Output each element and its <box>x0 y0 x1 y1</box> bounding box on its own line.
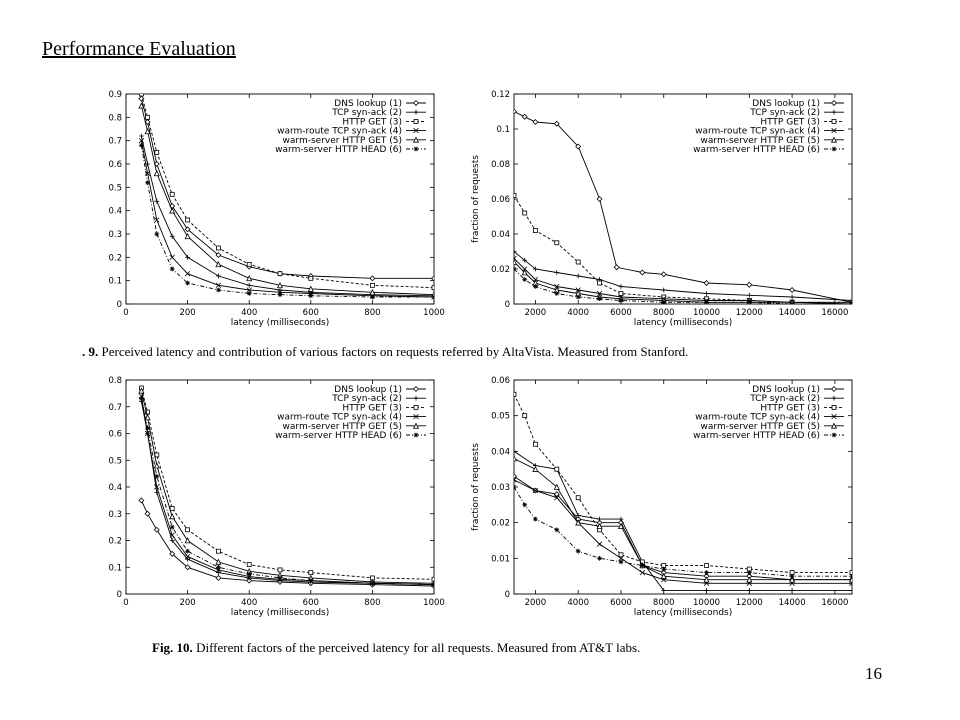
x-tick-label: 4000 <box>567 308 589 318</box>
data-point <box>790 588 795 593</box>
figure-9-text: Perceived latency and contribution of various factors on requests referred by AltaVista. Measured from Stanford. <box>101 344 689 359</box>
legend-marker <box>414 387 419 392</box>
data-point <box>145 511 150 516</box>
legend-marker <box>832 147 837 152</box>
series-line <box>514 269 852 304</box>
legend-marker <box>832 101 837 106</box>
figure-9-caption <box>82 344 688 360</box>
data-point <box>661 300 666 305</box>
data-point <box>146 115 150 119</box>
data-point <box>139 396 144 401</box>
y-tick-label: 0.06 <box>491 195 510 205</box>
x-tick-label: 12000 <box>735 308 763 318</box>
x-tick-label: 1000 <box>423 598 445 608</box>
legend-label: TCP syn-ack (2) <box>332 394 402 405</box>
data-point <box>512 485 517 490</box>
legend-label: warm-server HTTP GET (5) <box>282 135 402 146</box>
data-point <box>309 571 313 575</box>
data-point <box>216 288 221 293</box>
y-tick-label: 0.04 <box>491 230 510 240</box>
data-point <box>185 234 190 239</box>
data-point <box>247 291 252 296</box>
series-line <box>514 259 852 303</box>
x-tick-label: 6000 <box>610 598 632 608</box>
series-6 <box>512 267 855 307</box>
legend-entry <box>275 431 426 441</box>
y-axis-label: fraction of requests <box>471 443 481 531</box>
x-axis-label: latency (milliseconds) <box>230 608 330 618</box>
y-tick-label: 0.5 <box>108 456 122 467</box>
legend-marker <box>414 433 419 438</box>
figure-9-label: . 9. <box>82 344 99 359</box>
y-tick-label: 0.02 <box>491 518 510 529</box>
legend-label: HTTP GET (3) <box>760 117 820 128</box>
legend-label: HTTP GET (3) <box>342 403 402 414</box>
data-point <box>370 276 375 281</box>
data-point <box>597 542 602 547</box>
data-point <box>170 506 174 510</box>
data-point <box>850 302 855 307</box>
series-line <box>514 480 852 583</box>
data-point <box>185 538 190 543</box>
data-point <box>747 293 752 298</box>
data-point <box>139 143 144 148</box>
data-point <box>522 502 527 507</box>
y-tick-label: 0.01 <box>491 554 510 565</box>
data-point <box>308 293 313 298</box>
data-point <box>432 295 437 300</box>
data-point <box>598 281 602 285</box>
data-point <box>278 272 282 276</box>
x-tick-label: 600 <box>302 308 319 318</box>
data-point <box>704 570 709 575</box>
legend-marker <box>414 147 419 152</box>
data-point <box>186 528 190 532</box>
data-point <box>597 517 602 522</box>
data-point <box>278 292 283 297</box>
x-axis-label: latency (milliseconds) <box>633 318 733 328</box>
y-tick-label: 0 <box>504 590 510 600</box>
chart-bottom-right <box>466 372 866 622</box>
y-tick-label: 0.04 <box>491 447 510 458</box>
y-tick-label: 0.6 <box>108 429 122 440</box>
chart-top-right <box>466 82 866 332</box>
x-tick-label: 16000 <box>821 598 849 608</box>
legend-label: warm-server HTTP GET (5) <box>700 421 820 432</box>
data-point <box>533 229 537 233</box>
legend-label: warm-server HTTP GET (5) <box>700 135 820 146</box>
y-tick-label: 0.2 <box>108 253 122 264</box>
x-tick-label: 12000 <box>735 598 763 608</box>
data-point <box>640 270 645 275</box>
data-point <box>790 295 795 300</box>
x-tick-label: 2000 <box>524 598 547 608</box>
data-point <box>216 570 221 575</box>
data-point <box>790 302 795 307</box>
y-tick-label: 0.9 <box>108 90 122 100</box>
data-point <box>533 120 538 125</box>
legend-label: DNS lookup (1) <box>752 385 820 395</box>
y-axis-label: fraction of requests <box>471 155 481 243</box>
data-point <box>512 449 517 454</box>
x-tick-label: 10000 <box>693 598 721 608</box>
data-point <box>216 274 221 279</box>
y-tick-label: 0.8 <box>108 113 122 124</box>
data-point <box>154 527 159 532</box>
data-point <box>216 576 221 581</box>
x-tick-label: 200 <box>179 598 196 608</box>
legend-label: HTTP GET (3) <box>342 117 402 128</box>
data-point <box>661 288 666 293</box>
y-tick-label: 0.1 <box>496 125 510 135</box>
x-tick-label: 800 <box>364 308 381 318</box>
y-tick-label: 0.05 <box>491 411 510 422</box>
data-point <box>705 563 709 567</box>
data-point <box>576 260 580 264</box>
y-tick-label: 0.6 <box>108 160 122 170</box>
data-point <box>185 281 190 286</box>
legend-marker <box>832 405 836 409</box>
data-point <box>154 171 159 176</box>
x-tick-label: 8000 <box>652 308 675 318</box>
data-point <box>640 563 645 568</box>
data-point <box>186 218 190 222</box>
data-point <box>555 241 559 245</box>
legend-marker <box>832 119 836 123</box>
x-tick-label: 8000 <box>652 598 675 608</box>
x-tick-label: 400 <box>241 308 258 318</box>
y-tick-label: 0.8 <box>108 376 122 386</box>
x-tick-label: 16000 <box>821 308 849 318</box>
data-point <box>512 267 517 272</box>
x-tick-label: 0 <box>123 308 129 318</box>
legend-marker <box>832 396 837 401</box>
legend-entry <box>693 145 844 155</box>
series-1 <box>139 498 436 588</box>
data-point <box>704 291 709 296</box>
data-point <box>170 525 175 530</box>
data-point <box>309 276 313 280</box>
legend-label: warm-route TCP syn-ack (4) <box>277 126 402 137</box>
series-line <box>514 451 852 590</box>
data-point <box>661 272 666 277</box>
data-point <box>554 270 559 275</box>
legend-label: warm-route TCP syn-ack (4) <box>695 126 820 137</box>
figure-10-text: Different factors of the perceived latency for all requests. Measured from AT&T labs. <box>196 640 641 655</box>
data-point <box>555 467 559 471</box>
data-point <box>247 572 252 577</box>
data-point <box>522 114 527 119</box>
legend-label: warm-route TCP syn-ack (4) <box>277 412 402 423</box>
x-tick-label: 10000 <box>693 308 721 318</box>
chart-top-left <box>90 82 450 332</box>
data-point <box>523 211 527 215</box>
legend-label: warm-server HTTP HEAD (6) <box>275 431 402 441</box>
data-point <box>747 588 752 593</box>
y-tick-label: 0.3 <box>108 509 122 520</box>
data-point <box>185 549 190 554</box>
x-tick-label: 0 <box>123 598 129 608</box>
series-line <box>514 459 852 580</box>
legend-marker <box>832 110 837 115</box>
y-tick-label: 0.3 <box>108 230 122 240</box>
y-tick-label: 0.4 <box>108 206 122 217</box>
data-point <box>216 549 220 553</box>
y-tick-label: 0.06 <box>491 376 510 386</box>
data-point <box>619 553 623 557</box>
slide-title: Performance Evaluation <box>42 38 236 60</box>
legend-marker <box>414 101 419 106</box>
y-tick-label: 0.03 <box>491 483 510 493</box>
data-point <box>619 298 624 303</box>
x-tick-label: 400 <box>241 598 258 608</box>
series-2 <box>139 134 436 299</box>
legend-marker <box>414 405 418 409</box>
data-point <box>145 180 150 185</box>
data-point <box>614 265 619 270</box>
x-tick-label: 200 <box>179 308 196 318</box>
data-point <box>185 271 190 276</box>
series-5 <box>512 456 855 582</box>
y-tick-label: 0.12 <box>491 90 510 100</box>
data-point <box>170 192 174 196</box>
y-tick-label: 0.5 <box>108 183 122 194</box>
data-point <box>640 570 645 575</box>
data-point <box>850 588 855 593</box>
legend-label: warm-server HTTP HEAD (6) <box>693 145 820 155</box>
data-point <box>704 281 709 286</box>
y-tick-label: 0.08 <box>491 160 510 170</box>
data-point <box>747 282 752 287</box>
series-2 <box>512 449 855 593</box>
data-point <box>247 563 251 567</box>
data-point <box>512 194 516 198</box>
data-point <box>597 197 602 202</box>
data-point <box>704 588 709 593</box>
x-tick-label: 6000 <box>610 308 632 318</box>
legend-label: DNS lookup (1) <box>752 99 820 109</box>
series-line <box>514 476 852 579</box>
legend-label: TCP syn-ack (2) <box>332 108 402 119</box>
x-tick-label: 14000 <box>778 308 806 318</box>
legend-marker <box>414 110 419 115</box>
data-point <box>533 467 538 472</box>
legend-label: TCP syn-ack (2) <box>750 394 820 405</box>
data-point <box>512 456 517 461</box>
page-number: 16 <box>865 664 882 683</box>
x-tick-label: 2000 <box>524 308 547 318</box>
data-point <box>247 262 251 266</box>
legend-entry <box>693 431 844 441</box>
data-point <box>432 276 437 281</box>
legend-label: TCP syn-ack (2) <box>750 108 820 119</box>
x-tick-label: 600 <box>302 598 319 608</box>
x-tick-label: 14000 <box>778 598 806 608</box>
x-tick-label: 800 <box>364 598 381 608</box>
data-point <box>576 274 581 279</box>
data-point <box>278 568 282 572</box>
legend-label: warm-route TCP syn-ack (4) <box>695 412 820 423</box>
data-point <box>278 288 283 293</box>
figure-10-label: Fig. 10. <box>152 640 193 655</box>
data-point <box>170 255 175 260</box>
legend-label: HTTP GET (3) <box>760 403 820 414</box>
legend-marker <box>414 396 419 401</box>
x-axis-label: latency (milliseconds) <box>633 608 733 618</box>
data-point <box>533 442 537 446</box>
legend-entry <box>275 145 426 155</box>
figure-10-caption <box>152 640 640 656</box>
data-point <box>145 426 150 431</box>
data-point <box>432 286 436 290</box>
data-point <box>154 199 159 204</box>
y-tick-label: 0.7 <box>108 136 122 147</box>
data-point <box>155 150 159 154</box>
chart-bottom-left <box>90 372 450 622</box>
legend-label: warm-server HTTP GET (5) <box>282 421 402 432</box>
data-point <box>619 284 624 289</box>
y-tick-label: 0 <box>504 300 510 310</box>
legend-label: warm-server HTTP HEAD (6) <box>693 431 820 441</box>
series-4 <box>512 477 855 585</box>
x-tick-label: 4000 <box>567 598 589 608</box>
data-point <box>370 295 375 300</box>
data-point <box>619 292 623 296</box>
y-tick-label: 0 <box>116 590 122 600</box>
series-line <box>514 196 852 303</box>
data-point <box>661 567 666 572</box>
y-tick-label: 0.2 <box>108 536 122 547</box>
legend-marker <box>832 387 837 392</box>
data-point <box>370 283 374 287</box>
legend-label: warm-server HTTP HEAD (6) <box>275 145 402 155</box>
data-point <box>576 496 580 500</box>
data-point <box>790 288 795 293</box>
data-point <box>512 109 517 114</box>
legend-marker <box>414 119 418 123</box>
y-tick-label: 0.4 <box>108 483 122 493</box>
y-tick-label: 0.02 <box>491 265 510 275</box>
data-point <box>216 565 221 570</box>
data-point <box>170 267 175 272</box>
data-point <box>139 92 143 96</box>
data-point <box>139 134 144 139</box>
data-point <box>619 517 624 522</box>
series-line <box>514 252 852 301</box>
data-point <box>512 392 516 396</box>
legend-label: DNS lookup (1) <box>334 385 402 395</box>
x-axis-label: latency (milliseconds) <box>230 318 330 328</box>
y-tick-label: 0.7 <box>108 402 122 413</box>
series-6 <box>512 485 855 579</box>
x-tick-label: 1000 <box>423 308 445 318</box>
data-point <box>154 232 159 237</box>
data-point <box>216 246 220 250</box>
y-tick-label: 0 <box>116 300 122 310</box>
legend-marker <box>832 433 837 438</box>
data-point <box>170 514 175 519</box>
y-tick-label: 0.1 <box>108 563 122 574</box>
data-point <box>523 414 527 418</box>
series-6 <box>139 143 436 299</box>
y-tick-label: 0.1 <box>108 276 122 287</box>
data-point <box>597 556 602 561</box>
data-point <box>247 283 252 288</box>
data-point <box>139 498 144 503</box>
legend-label: DNS lookup (1) <box>334 99 402 109</box>
